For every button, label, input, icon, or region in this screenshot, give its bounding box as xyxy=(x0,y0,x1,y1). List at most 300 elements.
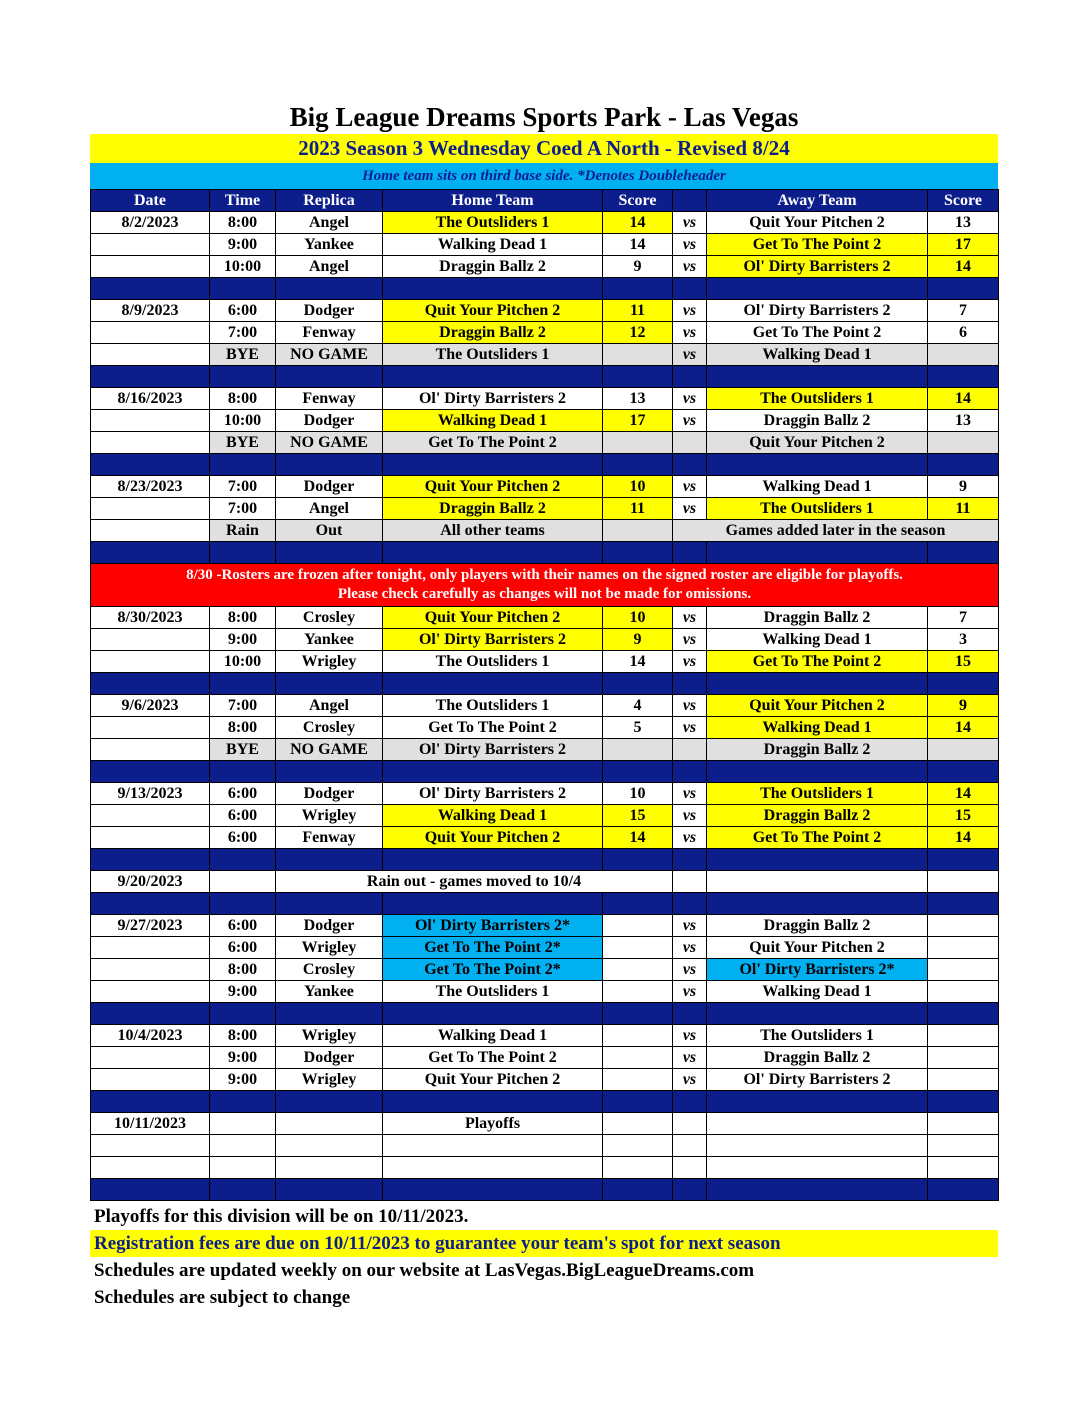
date-cell xyxy=(91,1047,210,1069)
away-score-cell xyxy=(928,739,999,761)
separator-cell xyxy=(383,849,603,871)
date-cell xyxy=(91,1157,210,1179)
game-row xyxy=(91,300,999,322)
roster-notice xyxy=(91,564,999,607)
separator-cell xyxy=(707,849,928,871)
date-cell xyxy=(91,432,210,454)
away-team-cell: Walking Dead 1 xyxy=(707,629,928,651)
vs-cell: vs xyxy=(673,607,707,629)
home-score-cell xyxy=(603,1069,673,1091)
home-score-cell: 10 xyxy=(603,607,673,629)
separator-cell xyxy=(707,278,928,300)
time-cell: 8:00 xyxy=(210,607,276,629)
away-team-cell: Draggin Ballz 2 xyxy=(707,607,928,629)
separator-cell xyxy=(383,1003,603,1025)
game-row xyxy=(91,1047,999,1069)
separator-cell xyxy=(383,542,603,564)
time-cell: 6:00 xyxy=(210,805,276,827)
separator-cell xyxy=(673,893,707,915)
vs-cell: vs xyxy=(673,959,707,981)
week-separator-row xyxy=(91,761,999,783)
replica-cell: Yankee xyxy=(276,629,383,651)
time-cell: 6:00 xyxy=(210,300,276,322)
home-score-cell: 14 xyxy=(603,234,673,256)
away-team-cell: Ol' Dirty Barristers 2 xyxy=(707,256,928,278)
vs-cell: vs xyxy=(673,629,707,651)
header-away-team: Away Team xyxy=(707,190,928,212)
time-cell: 6:00 xyxy=(210,937,276,959)
page-title: Big League Dreams Sports Park - Las Vegas xyxy=(289,102,799,132)
away-team-cell: Draggin Ballz 2 xyxy=(707,1047,928,1069)
date-cell xyxy=(91,981,210,1003)
separator-cell xyxy=(383,1179,603,1201)
time-cell: Rain xyxy=(210,520,276,542)
time-cell: 6:00 xyxy=(210,915,276,937)
replica-cell: Angel xyxy=(276,498,383,520)
home-score-cell xyxy=(603,915,673,937)
home-team-cell: Ol' Dirty Barristers 2 xyxy=(383,783,603,805)
separator-cell xyxy=(210,278,276,300)
vs-cell: vs xyxy=(673,410,707,432)
separator-cell xyxy=(673,761,707,783)
away-team-cell: Quit Your Pitchen 2 xyxy=(707,432,928,454)
replica-cell xyxy=(276,1157,383,1179)
bye-row xyxy=(91,432,999,454)
separator-cell xyxy=(928,542,999,564)
separator-cell xyxy=(210,454,276,476)
time-cell: BYE xyxy=(210,739,276,761)
vs-cell: vs xyxy=(673,827,707,849)
time-cell: 10:00 xyxy=(210,410,276,432)
away-team-cell: Draggin Ballz 2 xyxy=(707,805,928,827)
rain-out-row xyxy=(91,520,999,542)
time-cell xyxy=(210,1157,276,1179)
date-cell xyxy=(91,805,210,827)
time-cell: BYE xyxy=(210,344,276,366)
game-row xyxy=(91,322,999,344)
game-row xyxy=(91,212,999,234)
vs-cell: vs xyxy=(673,344,707,366)
date-cell xyxy=(91,1069,210,1091)
separator-cell xyxy=(383,1091,603,1113)
separator-cell xyxy=(707,542,928,564)
replica-cell: Wrigley xyxy=(276,937,383,959)
header-away-score: Score xyxy=(928,190,999,212)
home-team-cell: Quit Your Pitchen 2 xyxy=(383,476,603,498)
replica-cell: NO GAME xyxy=(276,432,383,454)
away-team-cell: Get To The Point 2 xyxy=(707,322,928,344)
separator-cell xyxy=(276,1003,383,1025)
date-cell xyxy=(91,959,210,981)
week-separator-row xyxy=(91,1003,999,1025)
separator-cell xyxy=(91,454,210,476)
separator-cell xyxy=(603,1091,673,1113)
away-score-cell xyxy=(928,1113,999,1135)
home-score-cell: 5 xyxy=(603,717,673,739)
away-team-cell: Draggin Ballz 2 xyxy=(707,915,928,937)
away-score-cell: 9 xyxy=(928,476,999,498)
separator-cell xyxy=(91,673,210,695)
separator-cell xyxy=(91,1179,210,1201)
vs-cell: vs xyxy=(673,212,707,234)
away-score-cell xyxy=(928,915,999,937)
home-team-cell: Walking Dead 1 xyxy=(383,1025,603,1047)
replica-cell: Angel xyxy=(276,256,383,278)
date-cell xyxy=(91,322,210,344)
game-row xyxy=(91,1069,999,1091)
home-team-cell: Get To The Point 2* xyxy=(383,959,603,981)
away-score-cell xyxy=(928,1025,999,1047)
replica-cell: Dodger xyxy=(276,783,383,805)
game-row xyxy=(91,981,999,1003)
separator-cell xyxy=(276,278,383,300)
date-cell xyxy=(91,937,210,959)
game-row xyxy=(91,629,999,651)
replica-cell: Yankee xyxy=(276,981,383,1003)
replica-cell: Fenway xyxy=(276,322,383,344)
roster-notice-line-2: Please check carefully as changes will not be made for omissions. xyxy=(337,586,752,602)
season-subtitle: 2023 Season 3 Wednesday Coed A North - Revised 8/24 xyxy=(90,134,998,163)
away-team-cell: Get To The Point 2 xyxy=(707,651,928,673)
vs-cell: vs xyxy=(673,1047,707,1069)
game-row xyxy=(91,937,999,959)
time-cell: 7:00 xyxy=(210,695,276,717)
home-team-cell: Draggin Ballz 2 xyxy=(383,498,603,520)
date-cell: 10/4/2023 xyxy=(91,1025,210,1047)
vs-cell: vs xyxy=(673,651,707,673)
separator-cell xyxy=(673,542,707,564)
away-score-cell: 14 xyxy=(928,717,999,739)
home-team-cell: The Outsliders 1 xyxy=(383,695,603,717)
week-separator-row xyxy=(91,278,999,300)
separator-cell xyxy=(91,542,210,564)
week-separator-row xyxy=(91,849,999,871)
home-team-cell: Ol' Dirty Barristers 2 xyxy=(383,739,603,761)
game-row xyxy=(91,476,999,498)
week-separator-row xyxy=(91,673,999,695)
home-score-cell: 13 xyxy=(603,388,673,410)
time-cell: 8:00 xyxy=(210,388,276,410)
home-score-cell xyxy=(603,981,673,1003)
separator-cell xyxy=(673,366,707,388)
game-row xyxy=(91,234,999,256)
home-team-cell: Walking Dead 1 xyxy=(383,410,603,432)
separator-cell xyxy=(603,849,673,871)
date-cell: 8/23/2023 xyxy=(91,476,210,498)
roster-notice-row xyxy=(91,564,999,607)
roster-notice-line-1: 8/30 -Rosters are frozen after tonight, only players with their names on the signed roster are eligible for playoffs. xyxy=(186,567,903,583)
game-row xyxy=(91,1025,999,1047)
header-home-score: Score xyxy=(603,190,673,212)
away-team-cell: Ol' Dirty Barristers 2 xyxy=(707,300,928,322)
away-score-cell xyxy=(928,937,999,959)
time-cell: BYE xyxy=(210,432,276,454)
home-team-cell: Draggin Ballz 2 xyxy=(383,322,603,344)
change-note: Schedules are subject to change xyxy=(94,1287,351,1308)
home-team-cell: Walking Dead 1 xyxy=(383,234,603,256)
date-cell: 10/11/2023 xyxy=(91,1113,210,1135)
home-team-cell xyxy=(383,1157,603,1179)
game-row xyxy=(91,695,999,717)
separator-cell xyxy=(928,1091,999,1113)
separator-cell xyxy=(383,278,603,300)
vs-cell xyxy=(673,871,707,893)
replica-cell xyxy=(276,1113,383,1135)
separator-cell xyxy=(91,761,210,783)
replica-cell: Dodger xyxy=(276,476,383,498)
game-row xyxy=(91,1113,999,1135)
away-team-cell xyxy=(707,1135,928,1157)
separator-cell xyxy=(603,893,673,915)
separator-cell xyxy=(210,849,276,871)
replica-cell: Wrigley xyxy=(276,651,383,673)
away-team-cell: Walking Dead 1 xyxy=(707,717,928,739)
away-score-cell: 14 xyxy=(928,827,999,849)
away-team-cell: Walking Dead 1 xyxy=(707,476,928,498)
time-cell: 9:00 xyxy=(210,981,276,1003)
game-row xyxy=(91,783,999,805)
separator-cell xyxy=(210,542,276,564)
away-score-cell xyxy=(928,981,999,1003)
away-score-cell: 11 xyxy=(928,498,999,520)
separator-cell xyxy=(383,454,603,476)
away-team-cell: Draggin Ballz 2 xyxy=(707,739,928,761)
home-score-cell: 11 xyxy=(603,498,673,520)
time-cell: 9:00 xyxy=(210,234,276,256)
vs-cell: vs xyxy=(673,937,707,959)
separator-cell xyxy=(603,1003,673,1025)
home-team-cell: The Outsliders 1 xyxy=(383,344,603,366)
home-team-cell: Ol' Dirty Barristers 2 xyxy=(383,388,603,410)
game-row xyxy=(91,915,999,937)
home-score-cell: 12 xyxy=(603,322,673,344)
vs-cell: vs xyxy=(673,1069,707,1091)
separator-cell xyxy=(91,1003,210,1025)
time-cell: 6:00 xyxy=(210,783,276,805)
game-row xyxy=(91,1157,999,1179)
time-cell: 8:00 xyxy=(210,1025,276,1047)
home-score-cell: 10 xyxy=(603,783,673,805)
header-home-team: Home Team xyxy=(383,190,603,212)
registration-note: Registration fees are due on 10/11/2023 to guarantee your team's spot for next season xyxy=(90,1230,998,1257)
separator-cell xyxy=(928,893,999,915)
separator-cell xyxy=(603,454,673,476)
home-team-note: Home team sits on third base side. *Denotes Doubleheader xyxy=(90,163,998,189)
separator-cell xyxy=(707,1179,928,1201)
separator-cell xyxy=(673,1091,707,1113)
game-row xyxy=(91,1135,999,1157)
away-score-cell: 14 xyxy=(928,783,999,805)
home-team-cell: Get To The Point 2 xyxy=(383,717,603,739)
home-score-cell: 10 xyxy=(603,476,673,498)
separator-cell xyxy=(673,1003,707,1025)
away-score-cell xyxy=(928,1047,999,1069)
separator-cell xyxy=(276,542,383,564)
away-score-cell: 9 xyxy=(928,695,999,717)
replica-cell: Crosley xyxy=(276,717,383,739)
home-score-cell xyxy=(603,959,673,981)
separator-cell xyxy=(673,673,707,695)
separator-cell xyxy=(603,366,673,388)
time-cell: 10:00 xyxy=(210,256,276,278)
away-team-cell: Quit Your Pitchen 2 xyxy=(707,937,928,959)
game-row xyxy=(91,651,999,673)
home-score-cell: 9 xyxy=(603,256,673,278)
home-score-cell: 15 xyxy=(603,805,673,827)
separator-cell xyxy=(673,278,707,300)
home-team-cell: Get To The Point 2 xyxy=(383,432,603,454)
separator-cell xyxy=(673,1179,707,1201)
replica-cell: Fenway xyxy=(276,827,383,849)
away-score-cell xyxy=(928,432,999,454)
home-score-cell: 4 xyxy=(603,695,673,717)
home-team-cell xyxy=(383,1135,603,1157)
home-score-cell: 14 xyxy=(603,651,673,673)
separator-cell xyxy=(210,366,276,388)
home-team-cell: The Outsliders 1 xyxy=(383,212,603,234)
date-cell xyxy=(91,344,210,366)
separator-cell xyxy=(707,761,928,783)
home-score-cell xyxy=(603,1025,673,1047)
schedule-table xyxy=(90,189,999,1201)
date-cell xyxy=(91,1135,210,1157)
date-cell xyxy=(91,498,210,520)
home-team-cell: All other teams xyxy=(383,520,603,542)
separator-cell xyxy=(383,366,603,388)
away-score-cell xyxy=(928,1069,999,1091)
separator-cell xyxy=(928,849,999,871)
time-cell: 9:00 xyxy=(210,629,276,651)
replica-cell: Angel xyxy=(276,695,383,717)
separator-cell xyxy=(383,761,603,783)
away-score-cell: 15 xyxy=(928,805,999,827)
home-team-cell: The Outsliders 1 xyxy=(383,651,603,673)
separator-cell xyxy=(603,761,673,783)
vs-cell xyxy=(673,739,707,761)
time-cell: 7:00 xyxy=(210,498,276,520)
time-cell xyxy=(210,1135,276,1157)
date-cell: 8/30/2023 xyxy=(91,607,210,629)
separator-cell xyxy=(707,454,928,476)
separator-cell xyxy=(603,278,673,300)
replica-cell: Fenway xyxy=(276,388,383,410)
vs-cell: vs xyxy=(673,300,707,322)
replica-cell: NO GAME xyxy=(276,739,383,761)
separator-cell xyxy=(928,1179,999,1201)
separator-cell xyxy=(276,761,383,783)
week-separator-row xyxy=(91,1179,999,1201)
game-row xyxy=(91,717,999,739)
separator-cell xyxy=(91,278,210,300)
home-team-cell: Get To The Point 2 xyxy=(383,1047,603,1069)
separator-cell xyxy=(673,454,707,476)
away-score-cell: 7 xyxy=(928,300,999,322)
home-score-cell xyxy=(603,1047,673,1069)
separator-cell xyxy=(276,893,383,915)
vs-cell: vs xyxy=(673,805,707,827)
home-team-cell: The Outsliders 1 xyxy=(383,981,603,1003)
away-score-cell xyxy=(928,959,999,981)
date-cell: 9/20/2023 xyxy=(91,871,210,893)
replica-cell: Wrigley xyxy=(276,805,383,827)
game-row xyxy=(91,410,999,432)
game-row xyxy=(91,607,999,629)
date-cell: 8/9/2023 xyxy=(91,300,210,322)
game-row xyxy=(91,959,999,981)
game-row xyxy=(91,827,999,849)
away-score-cell: 7 xyxy=(928,607,999,629)
away-score-cell: 13 xyxy=(928,212,999,234)
away-score-cell xyxy=(928,1157,999,1179)
vs-cell: vs xyxy=(673,1025,707,1047)
separator-cell xyxy=(928,454,999,476)
separator-cell xyxy=(928,673,999,695)
separator-cell xyxy=(707,1091,928,1113)
separator-cell xyxy=(276,1091,383,1113)
time-cell: 9:00 xyxy=(210,1047,276,1069)
vs-cell xyxy=(673,1113,707,1135)
separator-cell xyxy=(276,454,383,476)
time-cell xyxy=(210,1113,276,1135)
separator-cell xyxy=(673,849,707,871)
table-header-row xyxy=(91,190,999,212)
header-date: Date xyxy=(91,190,210,212)
date-cell: 9/27/2023 xyxy=(91,915,210,937)
rain-note: Games added later in the season xyxy=(673,520,999,542)
away-team-cell: Walking Dead 1 xyxy=(707,344,928,366)
separator-cell xyxy=(603,673,673,695)
home-score-cell: 17 xyxy=(603,410,673,432)
separator-cell xyxy=(91,1091,210,1113)
time-cell: 7:00 xyxy=(210,476,276,498)
replica-cell: Out xyxy=(276,520,383,542)
vs-cell: vs xyxy=(673,717,707,739)
replica-cell: Crosley xyxy=(276,959,383,981)
separator-cell xyxy=(707,1003,928,1025)
home-team-cell: Playoffs xyxy=(383,1113,603,1135)
date-cell xyxy=(91,520,210,542)
date-cell: 9/6/2023 xyxy=(91,695,210,717)
home-score-cell xyxy=(603,432,673,454)
week-separator-row xyxy=(91,893,999,915)
footer-notes xyxy=(90,1203,998,1311)
home-score-cell xyxy=(603,1157,673,1179)
away-team-cell: The Outsliders 1 xyxy=(707,388,928,410)
replica-cell: Dodger xyxy=(276,300,383,322)
vs-cell: vs xyxy=(673,256,707,278)
game-row xyxy=(91,498,999,520)
time-cell xyxy=(210,871,276,893)
separator-cell xyxy=(383,673,603,695)
away-team-cell: The Outsliders 1 xyxy=(707,783,928,805)
vs-cell: vs xyxy=(673,915,707,937)
date-cell xyxy=(91,827,210,849)
game-row xyxy=(91,805,999,827)
vs-cell: vs xyxy=(673,234,707,256)
home-score-cell: 9 xyxy=(603,629,673,651)
away-team-cell: Draggin Ballz 2 xyxy=(707,410,928,432)
home-score-cell xyxy=(603,344,673,366)
home-team-cell: Quit Your Pitchen 2 xyxy=(383,300,603,322)
away-score-cell: 3 xyxy=(928,629,999,651)
away-score-cell: 14 xyxy=(928,256,999,278)
header-vs xyxy=(673,190,707,212)
separator-cell xyxy=(928,761,999,783)
home-score-cell xyxy=(603,1113,673,1135)
time-cell: 6:00 xyxy=(210,827,276,849)
away-score-cell: 14 xyxy=(928,388,999,410)
time-cell: 8:00 xyxy=(210,212,276,234)
